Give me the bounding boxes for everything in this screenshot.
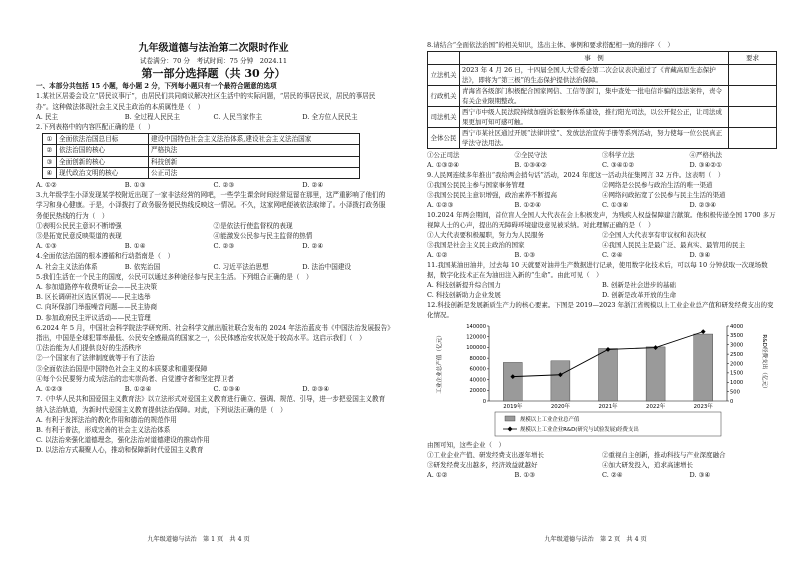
table-cell: 西宁市中级人民法院持续加强诉讼服务体系建设，推行阳光司法，以公开促公正，让司法成果更加可知可感可触。 (460, 107, 729, 128)
x-axis-tick-label: 2019年 (503, 404, 523, 410)
option-a: A. 民主 (36, 112, 59, 121)
table-cell: 公正司法 (149, 167, 360, 178)
option-c: C. 习近平法治思想 (213, 262, 269, 271)
answer-options (427, 200, 777, 210)
table-cell: 立法机关 (428, 65, 460, 86)
statement-item: ②重视自主创新，推动科技与产业深度融合 (602, 451, 726, 459)
answer-options (36, 112, 391, 122)
option-d: D. 以法治方式凝聚人心，推动和保障新时代爱国主义教育 (36, 446, 204, 455)
table-row (43, 167, 360, 178)
table-cell: 全体公民 (428, 128, 460, 149)
statement-list (427, 230, 777, 250)
table-cell: 青海省各级部门积极配合国家网信、工信等部门，集中查处一批电信诈骗的违法案件，责令有关企业限期整改。 (460, 86, 729, 107)
statement-item: ②是依法行使监督权的表现 (213, 221, 293, 230)
legend-bar-swatch (505, 416, 515, 421)
option-d: D. ③④ (689, 471, 711, 479)
statement-list (36, 343, 391, 384)
table-cell: ② (43, 145, 57, 156)
answer-options (36, 241, 391, 251)
table-cell: 西宁市某社区通过开展“法律讲堂”、发放法治宣传手册等系列活动，努力使每一位公民真正学法守法用法。 (460, 128, 729, 149)
answer-options (427, 470, 777, 480)
statement-item: ③我国公民民主意识增强，政治素养不断提高 (427, 191, 557, 199)
option-d: D. 全方位人民民主 (302, 112, 358, 121)
statement-item: ②一个国家有了法律制度就等于有了法治 (36, 354, 155, 363)
x-axis-tick-label: 2020年 (550, 404, 570, 410)
right-axis-tick-label: 0 (730, 398, 734, 405)
question-follow-up: 由图可知，这些企业（ ） (427, 441, 505, 449)
option-a: A. ①② (427, 251, 448, 259)
question-stem: 5.我们生活在一个民主的国度，公民可以通过多种途径参与民主生活。下列组合正确的是（ ） (36, 272, 313, 281)
statement-item: ①我国公民民主参与国家事务管理 (427, 181, 525, 189)
question-6 (36, 323, 391, 394)
question-3 (36, 190, 391, 251)
question-11 (427, 260, 777, 300)
option-c: C. ②③ (213, 181, 235, 190)
statement-item: ④严格执法 (689, 151, 722, 159)
option-b: B. 全过程人民民主 (124, 112, 180, 121)
left-axis-tick-label: 60000 (469, 366, 486, 373)
statement-item: ④每个公民要努力成为法治的忠实崇尚者、自觉遵守者和坚定捍卫者 (36, 374, 234, 383)
right-axis-tick-label: 4000 (730, 323, 744, 330)
answer-options (36, 384, 391, 394)
statement-item: ③科学立法 (602, 151, 635, 159)
table-row (43, 145, 360, 156)
bar-output-2020年 (551, 361, 570, 401)
question-8 (427, 40, 777, 170)
option-c: C. ①③④ (213, 385, 241, 394)
table-cell (729, 65, 777, 86)
table-header-cell: 事 例 (460, 52, 729, 65)
option-b: B. ①③④② (514, 161, 547, 169)
option-d: D. ③④ (689, 251, 711, 259)
right-axis-tick-label: 1000 (730, 380, 744, 387)
question-stem: 2.下列表格中的内容匹配正确的是（ ） (36, 123, 155, 132)
option-c: C. ③④①② (602, 161, 635, 169)
option-a: A. ①② (36, 181, 57, 190)
question-stem: 10.2024 年两会期间，首位盲人全国人大代表在会上积极发声，为残疾人权益保障建言献策。他积极传递全国 1700 多万视障人士的心声，提出的无障碍环境建设意见被采纳。对此理解正确的是（ ） (427, 211, 776, 229)
table-row (43, 134, 360, 145)
option-a: A. ①② (427, 471, 448, 479)
question-7 (36, 394, 391, 455)
rd-point-2023年 (701, 329, 706, 334)
table-row (428, 128, 777, 149)
answer-options (36, 415, 391, 456)
option-a: A. 社会主义法治体系 (36, 262, 98, 271)
bar-output-2022年 (646, 347, 665, 401)
statement-item: ①表明公民民主意识不断增强 (36, 221, 122, 230)
exam-title: 九年级道德与法治第二次限时作业 (138, 43, 289, 54)
option-d: D. 法治中国建设 (302, 262, 352, 271)
page-2-content (427, 40, 777, 530)
question-12 (427, 300, 777, 480)
statement-item: ①工业企业产值、研发经费支出逐年增长 (427, 451, 544, 459)
option-b: B. ①②④ (514, 201, 541, 209)
statement-list (427, 450, 777, 470)
right-axis-tick-label: 500 (730, 389, 740, 396)
question-stem: 1.某社区居委会设立“居民议事厅”，由居民们共同商议解决社区生活中的实际问题，“居民的事居民议，居民的事居民办”。这种做法体现社会主义民主政治的本质属性是（ ） (36, 92, 376, 111)
statement-item: ④加大研发投入，追求高速增长 (602, 461, 693, 469)
x-axis-tick-label: 2023年 (693, 404, 713, 410)
statement-item: ④能激发公民参与民主监督的热情 (213, 232, 313, 241)
option-c: C. ①③④ (602, 201, 629, 209)
statement-item: ③是拓宽民意反映渠道的表现 (36, 232, 122, 241)
left-axis-tick-label: 40000 (469, 377, 486, 384)
statement-list (427, 180, 777, 200)
table-row (428, 86, 777, 107)
option-c: C. ②③ (213, 242, 235, 251)
option-d: D. 参加政府民主评议活动——民主管理 (36, 313, 151, 322)
answer-options (36, 262, 391, 272)
option-a: A. ①③ (36, 242, 57, 251)
right-axis-tick-label: 1500 (730, 370, 744, 377)
answer-options (36, 282, 391, 323)
table-cell: 全面创新的核心 (57, 156, 149, 167)
table-cell (729, 107, 777, 128)
option-b: B. ①③ (514, 471, 536, 479)
right-axis-tick-label: 2500 (730, 351, 744, 358)
question-5 (36, 272, 391, 323)
answer-options (427, 280, 777, 300)
left-axis-tick-label: 80000 (469, 355, 486, 362)
table-header-cell (428, 52, 460, 65)
statement-item: ③全面依法治国是中国特色社会主义的本质要求和重要保障 (36, 364, 208, 373)
option-d: D. ②④ (302, 242, 324, 251)
matching-table (427, 51, 777, 149)
option-b: B. ①④ (124, 242, 146, 251)
statement-item: ①人大代表要积极履职，努力为人民服务 (427, 231, 544, 239)
option-c: C. ②④ (602, 471, 623, 479)
exam-page-2 (397, 0, 794, 562)
matching-table (42, 133, 360, 179)
option-b: B. ①②④ (124, 385, 152, 394)
statement-item: ②全民守法 (514, 151, 547, 159)
statement-item: ①法治能为人们提供良好的生活秩序 (36, 344, 142, 353)
page-footer: 九年级道德与法治 第 1 页 共 4 页 (147, 536, 250, 543)
option-c: C. 以法治来强化道德理念，强化法治对道德建设的推动作用 (36, 436, 210, 445)
statement-list (427, 150, 777, 160)
statement-item: ④我国人民民主是最广泛、最真实、最管用的民主 (602, 241, 745, 249)
statement-item: ③研发经费支出越多，经济效益就越好 (427, 461, 538, 469)
option-a: A. 科技创新提升综合国力 (427, 281, 501, 289)
left-axis-title: 工业企业总产值（亿元） (437, 332, 443, 394)
x-axis-tick-label: 2021年 (598, 404, 618, 410)
x-axis-tick-label: 2022年 (646, 404, 666, 410)
table-cell (729, 86, 777, 107)
statement-item: ②网络是公民参与政治生活的唯一渠道 (602, 181, 713, 189)
table-cell: 现代政治文明的核心 (57, 167, 149, 178)
right-axis-title: R&D经费支出（亿元） (761, 334, 767, 392)
table-cell: 依法治国的核心 (57, 145, 149, 156)
option-a: A. ①②③ (36, 385, 63, 394)
option-a: A. ①③②④ (427, 161, 460, 169)
table-cell: ① (43, 134, 57, 145)
left-axis-tick-label: 0 (482, 398, 486, 405)
statement-list (36, 221, 391, 241)
question-4 (36, 251, 391, 271)
right-axis-tick-label: 3000 (730, 342, 744, 349)
question-stem: 6.2024 年 5 月，中国社会科学院法学研究所、社会科学文献出版社联合发布的 2024 年法治蓝皮书《中国法治发展报告》指出，中国是全球犯罪率最低、公民安全感最高的国家之一，公民体感治安状况处于较高水平。这启示我们（ ） (36, 323, 391, 343)
bar-output-2019年 (503, 362, 522, 401)
table-row (43, 156, 360, 167)
exam-info: 试卷满分：70 分 考试时间：75 分钟 2024.11 (139, 57, 288, 65)
section-instruction: 一、本部分共包括 15 小题，每小题 2 分，下列每小题只有一个最符合题意的选项 (36, 82, 277, 91)
answer-options (427, 160, 777, 170)
industry-output-rd-chart (429, 321, 774, 439)
right-axis-tick-label: 3500 (730, 333, 744, 340)
legend-diamond-marker-icon (508, 427, 513, 432)
statement-item: ②全国人大代表享有审议权和表决权 (602, 231, 706, 239)
question-2 (36, 122, 391, 190)
option-d: D. 创新是改革开放的生命 (602, 291, 677, 299)
question-10 (427, 210, 777, 260)
table-cell: 行政机关 (428, 86, 460, 107)
part-title: 第一部分选择题（共 30 分） (141, 67, 286, 81)
question-stem: 12.科技创新是发展新质生产力的核心要素。下图是 2019—2023 年浙江省规模以上工业企业总产值和研发经费支出的变化情况。 (427, 301, 774, 319)
question-stem: 4.全面依法治国的根本遵循和行动指南是（ ） (36, 252, 175, 261)
question-9 (427, 170, 777, 210)
option-b: B. 区长调研社区选区情况——民主选举 (36, 293, 151, 302)
option-c: C. ②④ (602, 251, 623, 259)
table-row (428, 107, 777, 128)
legend-label-output: 规模以上工业企业总产值 (520, 416, 580, 423)
answer-options (36, 180, 391, 190)
legend-label-rd: 规模以上工业企业R&D(研究与试验发展)经费支出 (520, 427, 639, 433)
option-b: B. ①③ (124, 181, 146, 190)
table-cell: ④ (43, 167, 57, 178)
table-cell: 司法机关 (428, 107, 460, 128)
left-axis-tick-label: 140000 (466, 323, 486, 330)
table-cell: ③ (43, 156, 57, 167)
option-c: C. 科技创新助力企业发展 (427, 291, 501, 299)
question-1 (36, 91, 391, 122)
option-a: A. ①②③ (427, 201, 454, 209)
question-stem: 3.九年级学生小泽发现某学校附近出现了一家非法经营的网吧，一些学生课余时间经常逗留在那里，这严重影响了他们的学习和身心健康。于是，小泽拨打了政务服务便民热线反映这一情况。不久，这家网吧便被依法取缔了。小泽拨打政务服务便民热线的行为（ ） (36, 191, 386, 220)
table-cell (729, 128, 777, 149)
option-d: D. ②③④ (302, 385, 330, 394)
option-b: B. 依宪治国 (124, 262, 161, 271)
answer-options (427, 250, 777, 260)
left-axis-tick-label: 120000 (466, 334, 486, 341)
question-stem: 8.请结合“全面依法治国”的相关知识，选出主体、事例和要求搭配相一致的排序（ ） (427, 41, 674, 49)
table-cell: 严格执法 (149, 145, 360, 156)
option-b: B. 创新是社会进步的基础 (602, 281, 676, 289)
question-stem: 11.我国某油田油井，过去每 10 天就要对油井生产数据进行记录，使用数字化技术后，可以每 10 分钟获取一次现场数据，数字化技术正在为油田注入新的“生命”。由此可见（ ） (427, 261, 768, 279)
option-d: D. ②③④ (689, 201, 717, 209)
table-cell: 2023 年 4 月 26 日，十四届全国人大常委会第二次会议表决通过了《青藏高原生态保护法》，即将为“第三极”的生态保护提供法治保障。 (460, 65, 729, 86)
option-d: D. ②④ (302, 181, 324, 190)
statement-item: ③我国是社会主义民主政治的国家 (427, 241, 525, 249)
option-a: A. 有利于发挥法治的教化作用和德治的规范作用 (36, 415, 177, 424)
right-axis-tick-label: 2000 (730, 361, 744, 368)
bar-output-2021年 (599, 349, 618, 402)
left-axis-tick-label: 100000 (466, 345, 486, 352)
statement-item: ④网络问政拓宽了公民参与民主生活的渠道 (602, 191, 726, 199)
option-a: A. 参加道路停车收费听证会——民主决策 (36, 283, 158, 292)
table-header-cell: 要求 (729, 52, 777, 65)
option-c: C. 向环保部门举报噪音问题——民主协商 (36, 303, 158, 312)
bar-output-2023年 (694, 334, 713, 401)
statement-item: ①公正司法 (427, 151, 460, 159)
page-footer: 九年级道德与法治 第 2 页 共 4 页 (544, 536, 647, 543)
table-cell: 全面依法治国总目标 (57, 134, 149, 145)
option-d: D. ③④②① (689, 161, 722, 169)
option-b: B. ①③ (514, 251, 536, 259)
table-cell: 科技创新 (149, 156, 360, 167)
option-b: B. 有利于普法，形成完善的社会主义法治体系 (36, 425, 171, 434)
question-stem: 9.人民网连续多年推出“我给两会捎句话”活动，2024 年度这一活动共征集网言 32 万件。这表明（ ） (427, 171, 725, 179)
table-row (428, 65, 777, 86)
page-1-content (36, 42, 391, 530)
table-cell: 建设中国特色社会主义法治体系,建设社会主义法治国家 (149, 134, 360, 145)
left-axis-tick-label: 20000 (469, 388, 486, 395)
question-stem: 7.《中华人民共和国爱国主义教育法》以立法形式对爱国主义教育进行确立、强调、规范、引导，进一步把爱国主义教育纳入法治轨道，为新时代爱国主义教育提供法治保障。对此，下列说法正确的是（ ） (36, 395, 386, 414)
option-c: C. 人民当家作主 (213, 112, 263, 121)
table-header-row (428, 52, 777, 65)
